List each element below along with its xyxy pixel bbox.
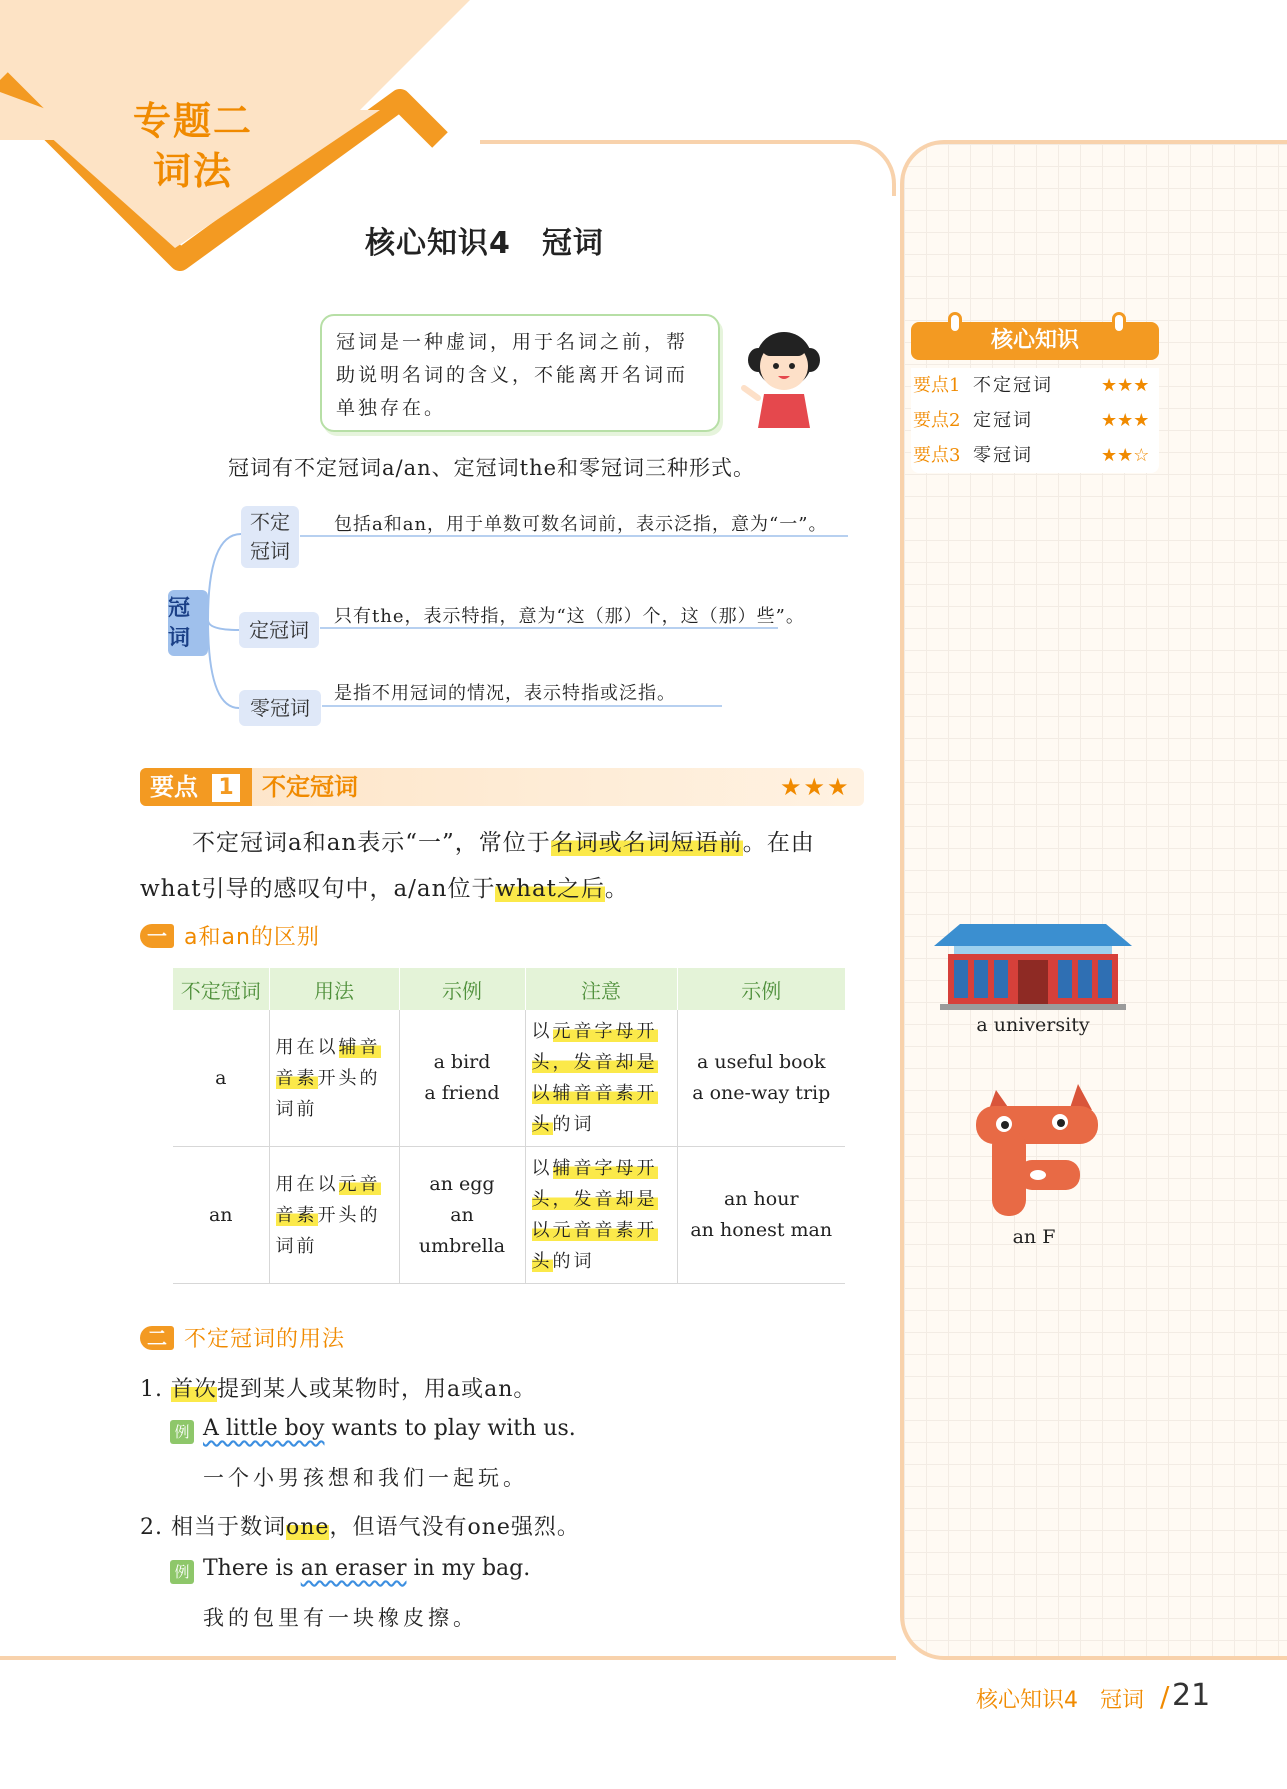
cell-text: 用在以 <box>275 1173 339 1195</box>
example-tag: 例 <box>170 1560 194 1584</box>
university-building-icon <box>930 920 1136 1010</box>
para-text: 。 <box>604 876 629 902</box>
usage-num: 1. <box>140 1377 163 1402</box>
table-header: 注意 <box>525 968 677 1010</box>
usage-highlight: one <box>286 1515 330 1540</box>
table-cell <box>269 1010 399 1147</box>
example-underline: A little boy <box>203 1416 325 1441</box>
sidebar-item-name: 定冠词 <box>973 410 1033 431</box>
mindmap-root: 冠词 <box>168 590 208 656</box>
table-cell <box>269 1147 399 1284</box>
table-header: 示例 <box>399 968 525 1010</box>
section-paragraph <box>140 820 870 912</box>
example-tag: 例 <box>170 1420 194 1444</box>
example: a one-way trip <box>692 1082 831 1104</box>
section-stars: ★★★ <box>780 773 851 801</box>
footer-separator: / <box>1160 1680 1170 1713</box>
cell-highlight: 元音音素 <box>275 1173 381 1226</box>
girl-illustration-icon <box>738 320 828 430</box>
sidebar-item-name: 零冠词 <box>973 445 1033 466</box>
usage-text: 提到某人或某物时，用a或an。 <box>217 1377 537 1402</box>
subheading-tag: 二 <box>140 1326 174 1350</box>
chapter-line2: 词法 <box>152 149 233 193</box>
para-text: 不定冠词a和an表示“一”，常位于 <box>192 830 551 856</box>
chapter-label <box>118 96 268 196</box>
subheading-title: 不定冠词的用法 <box>184 1327 346 1352</box>
mindmap-node-definite: 定冠词 <box>239 612 319 648</box>
table-header: 用法 <box>269 968 399 1010</box>
cell-text: 的词 <box>552 1114 595 1135</box>
sidebar-item[interactable] <box>911 403 1159 438</box>
cell-text: 开头的词前 <box>275 1204 381 1257</box>
sidebar-item-key: 要点2 <box>913 410 961 431</box>
sidebar-header: 核心知识 <box>911 322 1159 360</box>
main-panel-bottom-border <box>0 1656 896 1660</box>
table-cell <box>525 1010 677 1147</box>
table-cell <box>399 1010 525 1147</box>
mindmap-text-indefinite: 包括a和an，用于单数可数名词前，表示泛指，意为“一”。 <box>334 514 828 535</box>
main-panel-corner <box>840 140 896 196</box>
example-text: There is <box>203 1556 301 1581</box>
example-sentence <box>203 1416 576 1441</box>
sidebar-item-key: 要点3 <box>913 445 961 466</box>
cell-highlight: 辅音音素 <box>275 1036 381 1089</box>
usage-item <box>140 1510 580 1541</box>
table-cell <box>677 1147 845 1284</box>
para-highlight: what之后 <box>495 876 605 902</box>
a-an-table <box>173 968 845 1284</box>
example-translation: 我的包里有一块橡皮擦。 <box>203 1606 478 1630</box>
sidebar-list <box>911 368 1159 473</box>
main-panel-top-border <box>480 140 860 144</box>
table-row <box>173 1010 845 1147</box>
sidebar-item[interactable] <box>911 438 1159 473</box>
cell-text: 用在以 <box>275 1036 339 1058</box>
example-sentence <box>203 1556 530 1581</box>
letter-f-caption: an F <box>1012 1226 1056 1248</box>
cell-text: 以 <box>531 1021 553 1042</box>
para-highlight: 名词或名词短语前 <box>550 830 743 856</box>
intro-text: 冠词有不定冠词a/an、定冠词the和零冠词三种形式。 <box>228 456 756 480</box>
university-caption: a university <box>976 1014 1090 1036</box>
speech-bubble: 冠词是一种虚词，用于名词之前，帮助说明名词的含义，不能离开名词而单独存在。 <box>320 314 720 432</box>
example: an egg <box>429 1172 495 1195</box>
section-tag: 要点 <box>140 768 252 806</box>
table-cell: an <box>173 1147 269 1284</box>
table-header: 示例 <box>677 968 845 1010</box>
sidebar-item[interactable] <box>911 368 1159 403</box>
cell-text: 开头的词前 <box>275 1067 381 1120</box>
table-header-row <box>173 968 845 1010</box>
subheading-title: a和an的区别 <box>184 925 320 950</box>
footer-section-label: 核心知识4 冠词 <box>976 1688 1144 1713</box>
binder-ring-icon <box>948 312 962 334</box>
section-title: 不定冠词 <box>262 773 358 801</box>
example-translation: 一个小男孩想和我们一起玩。 <box>203 1466 528 1490</box>
table-row <box>173 1147 845 1284</box>
table-cell <box>525 1147 677 1284</box>
mindmap-text-zero: 是指不用冠词的情况，表示特指或泛指。 <box>334 683 676 704</box>
example-text: in my bag. <box>406 1556 531 1581</box>
mindmap-node-zero: 零冠词 <box>239 690 321 726</box>
cell-text: 以 <box>531 1158 553 1179</box>
fox-letter-f-icon <box>966 1080 1102 1220</box>
page-number: 21 <box>1172 1678 1211 1713</box>
sidebar-item-stars: ★★★ <box>1101 410 1150 431</box>
table-header: 不定冠词 <box>173 968 269 1010</box>
example: a bird <box>433 1051 491 1073</box>
section-number: 1 <box>212 774 240 802</box>
example: an honest man <box>690 1219 833 1241</box>
mindmap-text-definite: 只有the，表示特指，意为“这（那）个，这（那）些”。 <box>334 606 805 627</box>
chapter-line1: 专题二 <box>132 99 253 143</box>
cell-text: 的词 <box>552 1251 595 1272</box>
example-underline: an eraser <box>300 1556 407 1581</box>
para-text: 。在由what引导的感叹句中，a/an位于 <box>140 830 815 902</box>
cell-highlight: 元音字母开头，发音却是以辅音音素开头 <box>531 1021 658 1135</box>
page-title: 核心知识4 冠词 <box>365 226 604 261</box>
sidebar-item-name: 不定冠词 <box>973 375 1053 396</box>
usage-text: ，但语气没有one强烈。 <box>329 1515 580 1540</box>
example: a useful book <box>696 1051 826 1073</box>
table-cell <box>399 1147 525 1284</box>
example: a friend <box>424 1082 500 1104</box>
table-cell: a <box>173 1010 269 1147</box>
usage-highlight: 首次 <box>171 1377 218 1402</box>
table-cell <box>677 1010 845 1147</box>
mindmap-node-indefinite: 不定冠词 <box>241 506 299 568</box>
usage-item <box>140 1372 536 1403</box>
usage-text: 相当于数词 <box>171 1515 287 1540</box>
sidebar-item-stars: ★★☆ <box>1101 445 1150 466</box>
example: an hour <box>723 1188 799 1210</box>
example: an umbrella <box>418 1203 506 1257</box>
subheading-tag: 一 <box>140 924 174 948</box>
cell-highlight: 辅音字母开头，发音却是以元音音素开头 <box>531 1158 658 1272</box>
sidebar-item-key: 要点1 <box>913 375 961 396</box>
binder-ring-icon <box>1112 312 1126 334</box>
example-text: wants to play with us. <box>324 1416 576 1441</box>
usage-num: 2. <box>140 1515 163 1540</box>
sidebar-item-stars: ★★★ <box>1101 375 1150 396</box>
